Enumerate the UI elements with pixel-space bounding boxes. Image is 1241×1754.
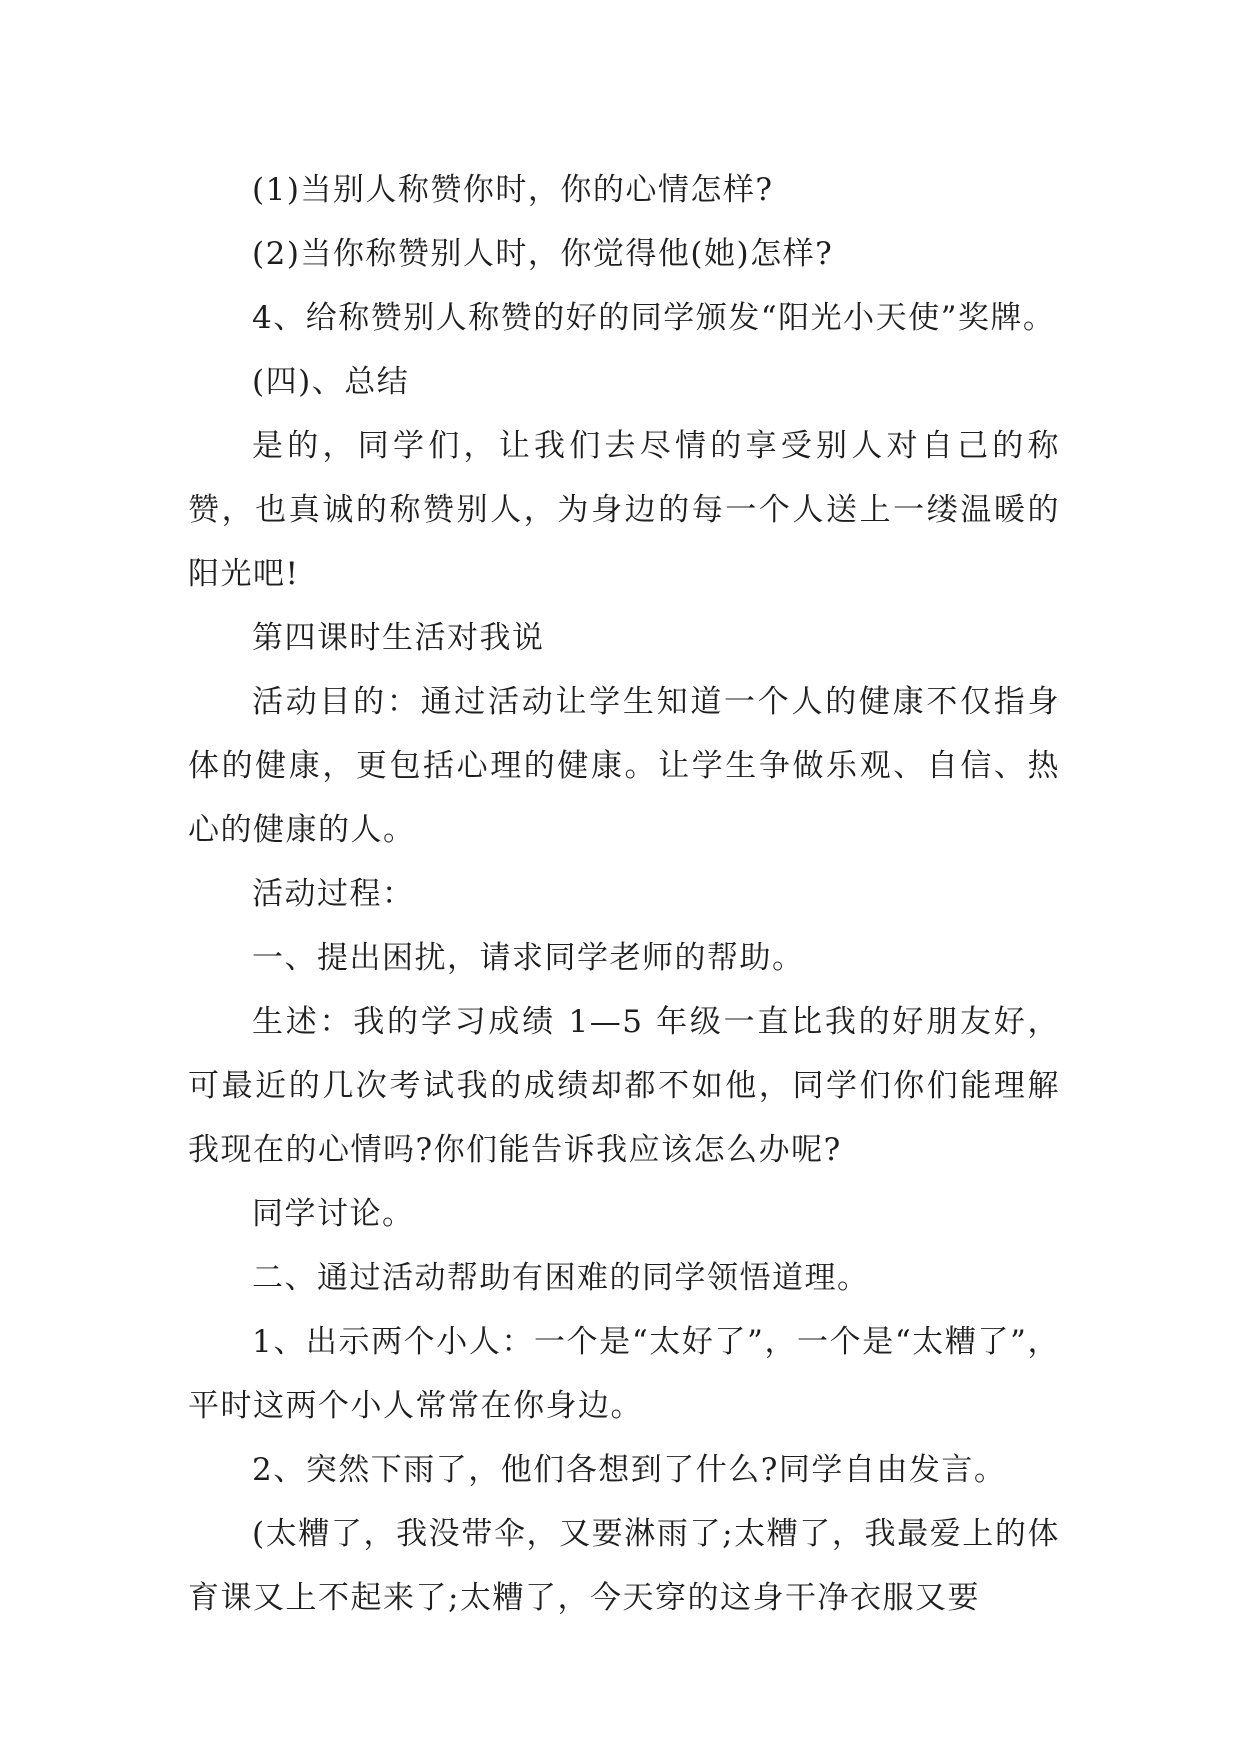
paragraph: 1、出示两个小人：一个是“太好了”，一个是“太糟了”，平时这两个小人常常在你身边。 — [188, 1324, 1060, 1424]
lesson-title: 第四课时生活对我说 — [252, 620, 545, 656]
paragraph: 同学讨论。 — [252, 1196, 415, 1232]
paragraph: (2)当你称赞别人时，你觉得他(她)怎样? — [252, 236, 834, 272]
document-body — [188, 158, 1060, 1630]
paragraph: 活动过程： — [252, 876, 415, 912]
paragraph: 一、提出困扰，请求同学老师的帮助。 — [252, 940, 805, 976]
paragraph: (太糟了，我没带伞，又要淋雨了;太糟了，我最爱上的体育课又上不起来了;太糟了，今天穿的这身干净衣服又要 — [188, 1516, 1060, 1616]
paragraph: 活动目的：通过活动让学生知道一个人的健康不仅指身体的健康，更包括心理的健康。让学生争做乐观、自信、热心的健康的人。 — [188, 684, 1060, 848]
paragraph: 生述：我的学习成绩 1—5 年级一直比我的好朋友好，可最近的几次考试我的成绩却都不如他，同学们你们能理解我现在的心情吗?你们能告诉我应该怎么办呢? — [188, 1004, 1060, 1168]
paragraph: 二、通过活动帮助有困难的同学领悟道理。 — [252, 1260, 870, 1296]
paragraph: 4、给称赞别人称赞的好的同学颁发“阳光小天使”奖牌。 — [252, 300, 1056, 336]
paragraph: 是的，同学们，让我们去尽情的享受别人对自己的称赞，也真诚的称赞别人，为身边的每一个人送上一缕温暖的阳光吧! — [188, 428, 1060, 592]
paragraph: 2、突然下雨了，他们各想到了什么?同学自由发言。 — [252, 1452, 1007, 1488]
paragraph: (1)当别人称赞你时，你的心情怎样? — [252, 172, 774, 208]
section-heading: (四)、总结 — [252, 364, 410, 400]
